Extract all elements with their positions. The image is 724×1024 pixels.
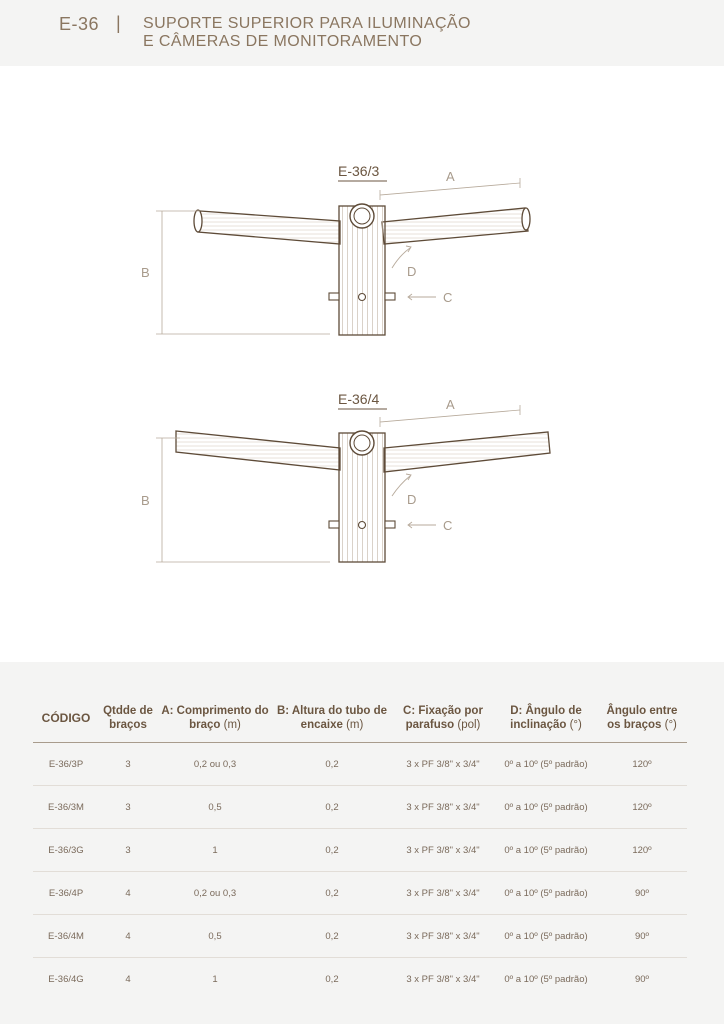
cell-codigo: E-36/3P [33, 743, 99, 786]
cell-qtdde: 3 [99, 743, 157, 786]
tube-top-inner [354, 435, 370, 451]
tube-top-inner [354, 208, 370, 224]
cell-c: 3 x PF 3/8" x 3/4" [391, 786, 495, 829]
cell-a: 1 [212, 973, 218, 985]
cell-c: 3 x PF 3/8" x 3/4" [391, 829, 495, 872]
dim-a-label: A [446, 397, 455, 412]
cell-c: 3 x PF 3/8" x 3/4" [391, 743, 495, 786]
left-arm-end [194, 210, 202, 232]
cell-a: 0,2 ou 0,3 [157, 743, 273, 786]
cell-codigo: E-36/4M [33, 915, 99, 958]
page-title-line-2: E CÂMERAS DE MONITORAMENTO [143, 33, 423, 50]
cell-qtdde: 4 [99, 915, 157, 958]
screw-front [359, 522, 366, 529]
cell-qtdde: 4 [125, 973, 131, 985]
spec-table [33, 694, 687, 1000]
cell-d: 0º a 10º (5º padrão) [504, 973, 588, 985]
table-row [33, 829, 687, 872]
cell-angulo: 90º [634, 973, 650, 985]
spec-table-panel [0, 662, 724, 1024]
right-arm [384, 432, 550, 472]
diagram-label: E-36/4 [338, 391, 380, 407]
page-title-line-1: SUPORTE SUPERIOR PARA ILUMINAÇÃO [143, 15, 471, 32]
cell-b: 0,2 [273, 872, 391, 915]
dim-a-line [380, 183, 520, 195]
cell-b: 0,2 [273, 786, 391, 829]
cell-a: 0,2 ou 0,3 [157, 872, 273, 915]
product-code: E-36 [59, 14, 100, 34]
cell-d: 0º a 10º (5º padrão) [495, 786, 597, 829]
cell-c: 3 x PF 3/8" x 3/4" [406, 973, 480, 985]
cell-angulo: 120º [597, 786, 687, 829]
cell-qtdde: 3 [99, 829, 157, 872]
screw-right [385, 293, 395, 300]
cell-codigo: E-36/3M [33, 786, 99, 829]
dim-d-label: D [407, 264, 417, 279]
dim-c-label: C [443, 518, 453, 533]
cell-d: 0º a 10º (5º padrão) [495, 915, 597, 958]
table-header-row [33, 694, 687, 743]
table-row [33, 958, 687, 1001]
header-angulo: Ângulo entre os braços (°) [597, 694, 687, 743]
header-a: A: Comprimento do braço (m) [157, 694, 273, 743]
screw-left [329, 521, 339, 528]
cell-a: 1 [157, 829, 273, 872]
cell-angulo: 120º [597, 743, 687, 786]
dim-b-label: B [141, 265, 150, 280]
technical-drawings [0, 140, 724, 580]
screw-right [385, 521, 395, 528]
header-c: C: Fixação por parafuso (pol) [391, 694, 495, 743]
header-qtdde: Qtdde de braços [99, 694, 157, 743]
table-row [33, 915, 687, 958]
screw-left [329, 293, 339, 300]
cell-codigo: E-36/4G [48, 973, 84, 985]
right-arm [382, 208, 528, 244]
diagram-label: E-36/3 [338, 163, 380, 179]
cell-b: 0,2 [273, 915, 391, 958]
right-arm-end [522, 208, 530, 230]
page-title [143, 15, 471, 51]
cell-d: 0º a 10º (5º padrão) [495, 743, 597, 786]
cell-b: 0,2 [325, 973, 339, 985]
table-row [33, 786, 687, 829]
cell-a: 0,5 [157, 915, 273, 958]
page-header [0, 0, 724, 66]
diagram-e36-4 [141, 391, 550, 562]
table-row [33, 872, 687, 915]
dim-d-label: D [407, 492, 417, 507]
header-d: D: Ângulo de inclinação (°) [495, 694, 597, 743]
cell-angulo: 90º [597, 872, 687, 915]
cell-b: 0,2 [273, 743, 391, 786]
cell-angulo: 120º [597, 829, 687, 872]
cell-b: 0,2 [273, 829, 391, 872]
cell-codigo: E-36/3G [33, 829, 99, 872]
left-arm [176, 431, 340, 470]
cell-codigo: E-36/4P [33, 872, 99, 915]
cell-qtdde: 4 [99, 872, 157, 915]
cell-c: 3 x PF 3/8" x 3/4" [391, 872, 495, 915]
cell-a: 0,5 [157, 786, 273, 829]
screw-front [359, 294, 366, 301]
cell-angulo: 90º [597, 915, 687, 958]
cell-qtdde: 3 [99, 786, 157, 829]
dim-a-label: A [446, 169, 455, 184]
cell-d: 0º a 10º (5º padrão) [495, 829, 597, 872]
dim-c-label: C [443, 290, 453, 305]
header-separator: | [116, 13, 121, 33]
cell-d: 0º a 10º (5º padrão) [495, 872, 597, 915]
table-row [33, 743, 687, 786]
diagram-e36-3 [141, 163, 530, 335]
left-arm [198, 211, 340, 244]
header-b: B: Altura do tubo de encaixe (m) [273, 694, 391, 743]
cell-c: 3 x PF 3/8" x 3/4" [391, 915, 495, 958]
dim-b-label: B [141, 493, 150, 508]
header-codigo: CÓDIGO [33, 694, 99, 743]
